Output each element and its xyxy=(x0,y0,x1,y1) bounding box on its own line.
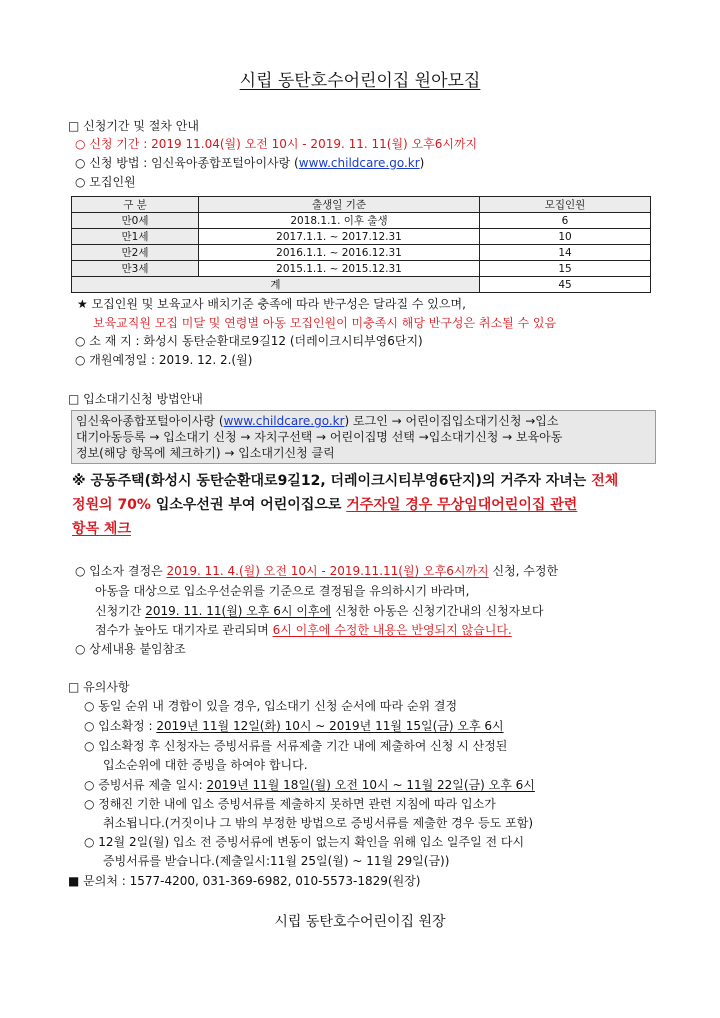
birth-range-cell: 2018.1.1. 이후 출생 xyxy=(199,213,480,229)
selection-line: 신청기간 2019. 11. 11(월) 오후 6시 이후에 신청한 아동은 신청기간내의 신청자보다 xyxy=(95,604,544,618)
count-cell: 10 xyxy=(480,229,651,245)
table-row xyxy=(72,245,651,261)
total-count-cell: 45 xyxy=(480,277,651,293)
caution-item: 취소됩니다.(거짓이나 그 밖의 부정한 방법으로 증빙서류를 제출한 경우 등도 포함) xyxy=(103,816,534,830)
age-cell: 만2세 xyxy=(72,245,199,261)
contact-line: ■ 문의처 : 1577-4200, 031-369-6982, 010-5573-1829(원장) xyxy=(68,874,421,888)
section-heading-cautions: □ 유의사항 xyxy=(68,680,130,694)
opening-date: ○ 개원예정일 : 2019. 12. 2.(월) xyxy=(75,353,253,367)
caution-item: ○ 12월 2일(월) 입소 전 증빙서류에 변동이 없는지 확인을 위해 입소 일주일 전 다시 xyxy=(84,835,525,849)
waitlist-step-line: 정보(해당 항목에 체크하기) → 입소대기신청 클릭 xyxy=(76,446,335,460)
caution-item: ○ 정해진 기한 내에 입소 증빙서류를 제출하지 못하면 관련 지침에 따라 입소가 xyxy=(84,797,496,811)
age-cell: 만3세 xyxy=(72,261,199,277)
waitlist-steps-box xyxy=(71,410,656,464)
count-cell: 15 xyxy=(480,261,651,277)
recruitment-table xyxy=(71,196,651,293)
table-row xyxy=(72,229,651,245)
document-signature: 시립 동탄호수어린이집 원장 xyxy=(274,914,446,930)
table-header-cell: 출생일 기준 xyxy=(199,197,480,213)
birth-range-cell: 2016.1.1. ~ 2016.12.31 xyxy=(199,245,480,261)
age-cell: 만0세 xyxy=(72,213,199,229)
table-total-row xyxy=(72,277,651,293)
table-row xyxy=(72,213,651,229)
childcare-link[interactable]: www.childcare.go.kr xyxy=(223,414,345,428)
caution-item: ○ 입소확정 : 2019년 11월 12일(화) 10시 ~ 2019년 11월 15일(금) 오후 6시 xyxy=(84,719,504,733)
total-label-cell: 계 xyxy=(72,277,480,293)
class-formation-note: ★ 모집인원 및 보육교사 배치기준 충족에 따라 반구성은 달라질 수 있으며, xyxy=(77,297,466,311)
selection-line: 점수가 높아도 대기자로 관리되며 6시 이후에 수정한 내용은 반영되지 않습니다. xyxy=(95,623,512,637)
caution-item: ○ 동일 순위 내 경합이 있을 경우, 입소대기 신청 순서에 따라 순위 결정 xyxy=(84,699,458,713)
table-header-cell: 모집인원 xyxy=(480,197,651,213)
caution-item: ○ 입소확정 후 신청자는 증빙서류를 서류제출 기간 내에 제출하여 신청 시 산정된 xyxy=(84,739,508,753)
section-heading-application: □ 신청기간 및 절차 안내 xyxy=(68,119,199,133)
application-period: ○ 신청 기간 : 2019 11.04(월) 오전 10시 - 2019. 11. 11(월) 오후6시까지 xyxy=(75,137,478,151)
age-cell: 만1세 xyxy=(72,229,199,245)
waitlist-step-line: 임신육아종합포털아이사랑 (www.childcare.go.kr) 로그인 → 어린이집입소대기신청 →입소 xyxy=(76,414,559,428)
priority-notice: ※ 공동주택(화성시 동탄순환대로9길12, 더레이크시티부영6단지)의 거주자 자녀는 전체 정원의 70% 입소우선권 부여 어린이집으로 거주자일 경우 무상임대어린이집 관련 항목 체크 xyxy=(72,473,619,537)
count-cell: 14 xyxy=(480,245,651,261)
caution-item: 입소순위에 대한 증빙을 하여야 합니다. xyxy=(103,758,308,772)
selection-line: ○ 입소자 결정은 2019. 11. 4.(월) 오전 10시 - 2019.11.11(월) 오후6시까지 신청, 수정한 xyxy=(75,564,559,578)
caution-item: 증빙서류를 받습니다.(제출일시:11월 25일(월) ~ 11월 29일(금)) xyxy=(103,854,450,868)
count-cell: 6 xyxy=(480,213,651,229)
selection-line: 아동을 대상으로 입소우선순위를 기준으로 결정됨을 유의하시기 바라며, xyxy=(95,584,470,598)
attachment-reference: ○ 상세내용 붙임참조 xyxy=(75,642,186,656)
class-cancel-note: 보육교직원 모집 미달 및 연령별 아동 모집인원이 미충족시 해당 반구성은 취소될 수 있음 xyxy=(93,316,557,330)
table-row xyxy=(72,261,651,277)
recruit-label: ○ 모집인원 xyxy=(75,175,136,189)
table-header-cell: 구 분 xyxy=(72,197,199,213)
address-line: ○ 소 재 지 : 화성시 동탄순환대로9길12 (더레이크시티부영6단지) xyxy=(75,334,423,348)
waitlist-step-line: 대기아동등록 → 입소대기 신청 → 자치구선택 → 어린이집명 선택 →입소대기신청 → 보육아동 xyxy=(76,430,563,444)
table-header-row xyxy=(72,197,651,213)
document-title: 시립 동탄호수어린이집 원아모집 xyxy=(239,71,481,91)
birth-range-cell: 2017.1.1. ~ 2017.12.31 xyxy=(199,229,480,245)
caution-item: ○ 증빙서류 제출 일시: 2019년 11월 18일(월) 오전 10시 ~ 11월 22일(금) 오후 6시 xyxy=(84,778,535,792)
birth-range-cell: 2015.1.1. ~ 2015.12.31 xyxy=(199,261,480,277)
childcare-link[interactable]: www.childcare.go.kr xyxy=(298,156,420,170)
section-heading-waitlist: □ 입소대기신청 방법안내 xyxy=(68,392,203,406)
application-method: ○ 신청 방법 : 임신육아종합포털아이사랑 (www.childcare.go.kr) xyxy=(75,156,425,170)
